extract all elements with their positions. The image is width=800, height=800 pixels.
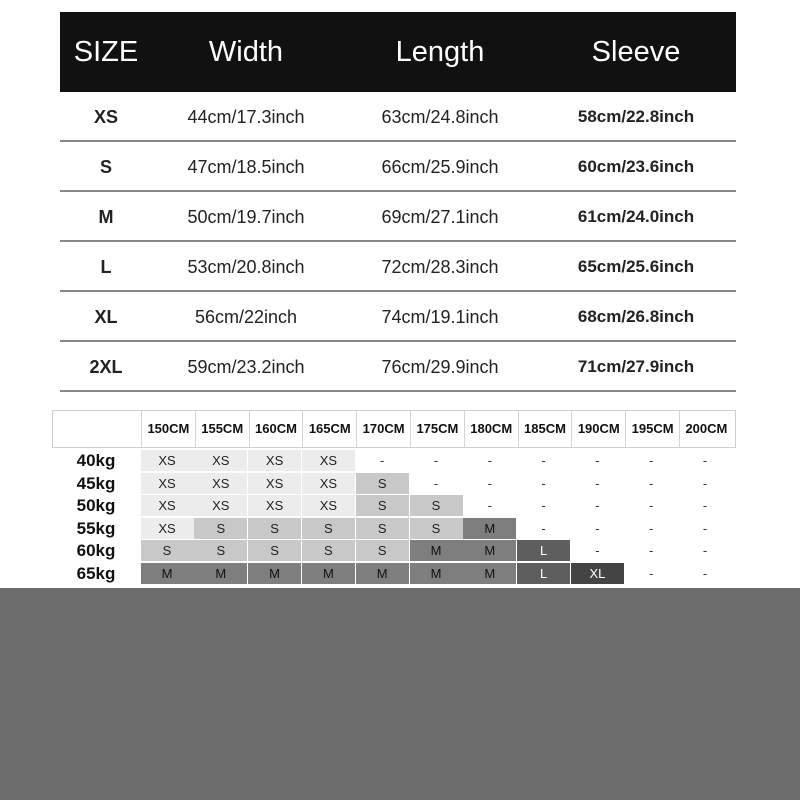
fit-cell: - [541, 498, 546, 514]
fit-cell: XS [248, 473, 301, 494]
size-cell-sleeve: 71cm/27.9inch [577, 357, 695, 376]
size-cell-sleeve: 68cm/26.8inch [577, 307, 695, 326]
fit-cell: S [410, 495, 463, 516]
height-header-row [52, 410, 736, 448]
fit-cell: XS [248, 495, 301, 516]
size-cell-length: 76cm/29.9inch [381, 357, 499, 377]
fit-cell: S [356, 540, 409, 561]
weight-label: 40kg [76, 451, 116, 470]
fit-cell: S [356, 473, 409, 494]
size-table-header [60, 12, 736, 92]
fit-cell: S [194, 518, 247, 539]
fit-cell: - [541, 520, 546, 536]
size-cell-size: L [100, 257, 112, 277]
fit-cell: - [380, 453, 385, 468]
height-header-cell: 160CM [249, 411, 303, 447]
fit-cell: - [702, 543, 708, 559]
size-cell-sleeve: 61cm/24.0inch [577, 207, 695, 226]
height-header-cell: 155CM [195, 411, 249, 447]
fit-cell: S [248, 540, 301, 561]
size-cell-width: 50cm/19.7inch [187, 207, 305, 227]
fit-cell: XS [141, 450, 194, 471]
size-cell-length: 66cm/25.9inch [381, 157, 499, 177]
fit-cell: S [302, 540, 355, 561]
size-cell-sleeve: 65cm/25.6inch [577, 257, 695, 276]
size-cell-size: XL [94, 307, 118, 327]
size-table-body [60, 92, 736, 392]
fit-cell: M [463, 563, 516, 584]
fit-cell: L [517, 563, 570, 584]
fit-cell: M [463, 540, 516, 561]
size-row [60, 242, 736, 292]
size-cell-width: 53cm/20.8inch [187, 257, 305, 277]
fit-cell: XS [302, 450, 355, 471]
fit-cell: XS [194, 450, 247, 471]
size-row [60, 192, 736, 242]
fit-cell: M [141, 563, 194, 584]
fit-cell: - [702, 453, 708, 468]
header-size: SIZE [73, 36, 139, 68]
size-cell-size: M [98, 207, 114, 227]
fit-cell: XS [141, 473, 194, 494]
size-cell-length: 69cm/27.1inch [381, 207, 499, 227]
height-header-cell: 150CM [141, 411, 195, 447]
bottom-grey-block [0, 588, 800, 800]
fit-cell: M [302, 563, 355, 584]
fit-cell: - [649, 498, 654, 514]
fit-cell: M [410, 563, 463, 584]
height-header-cell: 170CM [356, 411, 410, 447]
header-width: Width [208, 36, 284, 68]
fit-cell: - [702, 520, 708, 536]
fit-grid [52, 410, 736, 590]
size-cell-sleeve: 58cm/22.8inch [577, 107, 695, 126]
fit-cell: - [487, 453, 492, 468]
header-sleeve: Sleeve [591, 36, 681, 68]
fit-cell: S [356, 518, 409, 539]
fit-cell: XS [141, 495, 194, 516]
fit-cell: M [248, 563, 301, 584]
size-cell-size: S [99, 157, 112, 177]
fit-cell: - [433, 475, 439, 491]
fit-cell: - [702, 498, 708, 514]
fit-cell: S [410, 518, 463, 539]
size-cell-width: 59cm/23.2inch [187, 357, 305, 377]
fit-cell: S [356, 495, 409, 516]
size-row [60, 142, 736, 192]
fit-cell: XS [141, 518, 194, 539]
fit-cell: M [410, 540, 463, 561]
size-cell-width: 56cm/22inch [194, 307, 298, 327]
size-cell-size: XS [93, 107, 118, 127]
fit-cell: - [702, 475, 708, 491]
fit-cell: - [595, 475, 600, 491]
fit-cell: M [463, 518, 516, 539]
fit-cell: XS [248, 450, 301, 471]
size-row [60, 342, 736, 392]
fit-cell: - [433, 453, 439, 468]
fit-cell: - [541, 453, 546, 468]
fit-cell: - [595, 498, 600, 514]
size-cell-width: 47cm/18.5inch [187, 157, 305, 177]
height-header-cell: 195CM [625, 411, 679, 447]
fit-cell: XL [571, 563, 624, 584]
fit-cell: - [649, 566, 654, 581]
fit-cell: - [595, 543, 600, 559]
fit-cell: - [595, 520, 600, 536]
fit-cell: S [141, 540, 194, 561]
size-cell-width: 44cm/17.3inch [187, 107, 305, 127]
size-cell-length: 63cm/24.8inch [381, 107, 499, 127]
fit-cell: - [649, 543, 654, 559]
height-header-cell: 200CM [679, 411, 733, 447]
weight-label: 45kg [76, 473, 116, 493]
fit-cell: - [649, 475, 654, 491]
fit-cell: - [541, 475, 546, 491]
fit-cell: XS [194, 473, 247, 494]
size-cell-length: 74cm/19.1inch [381, 307, 499, 327]
weight-label: 50kg [76, 496, 116, 516]
height-header-cell: 175CM [410, 411, 464, 447]
height-header-cell: 165CM [302, 411, 356, 447]
fit-cell: - [649, 520, 654, 536]
weight-label: 60kg [76, 541, 116, 561]
weight-label: 65kg [76, 564, 116, 583]
size-cell-size: 2XL [89, 357, 123, 377]
height-header-cell: 180CM [464, 411, 518, 447]
fit-cell: - [702, 566, 708, 581]
header-length: Length [395, 36, 485, 68]
fit-cell: - [487, 498, 492, 514]
fit-cell: M [356, 563, 409, 584]
fit-cell: S [302, 518, 355, 539]
size-cell-length: 72cm/28.3inch [381, 257, 499, 277]
height-header-cell: 185CM [518, 411, 572, 447]
fit-cell: XS [194, 495, 247, 516]
fit-cell: XS [302, 495, 355, 516]
weight-label: 55kg [76, 518, 116, 538]
fit-cell: S [248, 518, 301, 539]
fit-cell: - [595, 453, 600, 468]
size-row [60, 292, 736, 342]
fit-cell: XS [302, 473, 355, 494]
size-row [60, 92, 736, 142]
fit-cell: M [194, 563, 247, 584]
fit-cell: - [649, 453, 654, 468]
size-cell-sleeve: 60cm/23.6inch [577, 157, 695, 176]
fit-cell: - [487, 475, 492, 491]
fit-cell: L [517, 540, 570, 561]
fit-cell: S [194, 540, 247, 561]
height-header-cell: 190CM [571, 411, 625, 447]
